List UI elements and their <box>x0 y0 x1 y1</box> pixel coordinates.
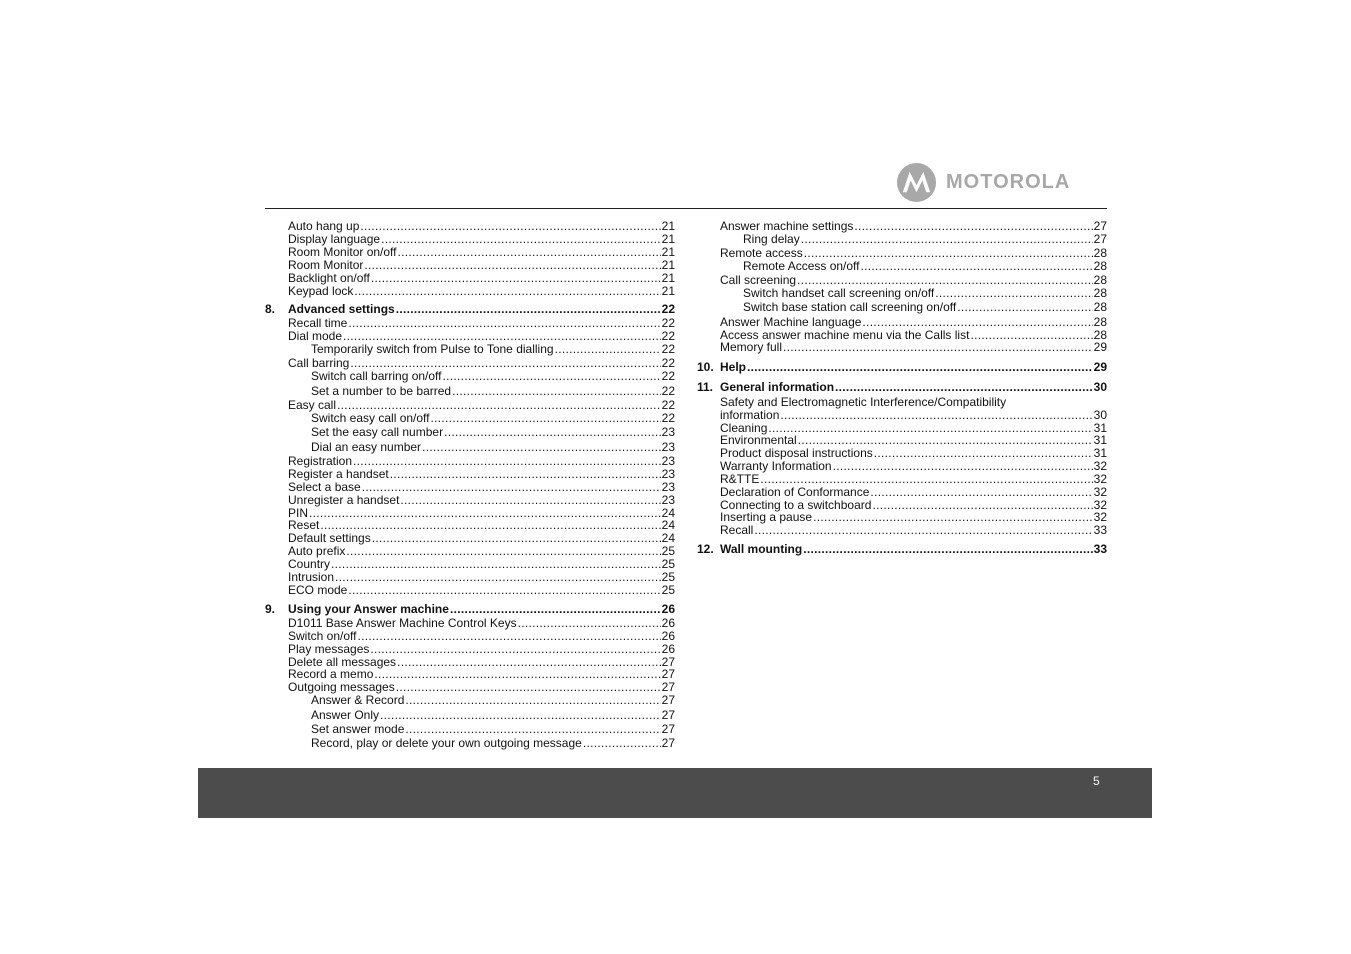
entry-title: Room Monitor on/off <box>288 245 397 259</box>
entry-page-number: 28 <box>1093 300 1107 314</box>
dot-leader <box>335 571 661 584</box>
entry-title: Unregister a handset <box>288 493 400 507</box>
dot-leader <box>803 543 1092 556</box>
entry-title: Call screening <box>720 273 797 287</box>
entry-page-number: 30 <box>1093 380 1107 394</box>
dot-leader <box>348 584 660 597</box>
page-number: 5 <box>1093 774 1100 788</box>
entry-page-number: 27 <box>661 708 675 722</box>
entry-title: Answer Machine language <box>720 315 862 329</box>
entry-page-number: 22 <box>661 384 675 398</box>
dot-leader <box>444 426 661 439</box>
entry-page-number: 31 <box>1093 421 1107 435</box>
entry-title: Temporarily switch from Pulse to Tone dialling <box>311 342 554 356</box>
entry-title: Reset <box>288 518 320 532</box>
entry-title: Product disposal instructions <box>720 446 873 460</box>
dot-leader <box>450 603 661 616</box>
dot-leader <box>583 737 661 750</box>
entry-title: Access answer machine menu via the Calls list <box>720 328 970 342</box>
entry-title: Register a handset <box>288 467 389 481</box>
dot-leader <box>362 481 661 494</box>
entry-page-number: 21 <box>661 245 675 259</box>
dot-leader <box>398 246 661 259</box>
entry-page-number: 27 <box>1093 232 1107 246</box>
entry-page-number: 32 <box>1093 510 1107 524</box>
entry-title: PIN <box>288 506 309 520</box>
entry-page-number: 27 <box>661 680 675 694</box>
entry-page-number: 30 <box>1093 408 1107 422</box>
entry-page-number: 32 <box>1093 485 1107 499</box>
entry-title: Remote access <box>720 246 803 260</box>
entry-title: Remote Access on/off <box>743 259 860 273</box>
dot-leader <box>833 460 1093 473</box>
entry-title: Auto hang up <box>288 219 360 233</box>
entry-page-number: 22 <box>661 356 675 370</box>
dot-leader <box>452 385 661 398</box>
entry-page-number: 25 <box>661 583 675 597</box>
dot-leader <box>320 519 660 532</box>
brand-name: MOTOROLA <box>946 171 1071 193</box>
entry-page-number: 28 <box>1093 328 1107 342</box>
entry-page-number: 23 <box>661 454 675 468</box>
entry-title: information <box>720 408 780 422</box>
entry-page-number: 24 <box>661 531 675 545</box>
chapter-number: 10. <box>697 360 714 374</box>
entry-title: ECO mode <box>288 583 348 597</box>
dot-leader <box>390 468 661 481</box>
entry-page-number: 29 <box>1093 360 1107 374</box>
entry-title: Dial mode <box>288 329 343 343</box>
entry-title: Answer Only <box>311 708 380 722</box>
entry-page-number: 27 <box>661 736 675 750</box>
entry-title: Wall mounting <box>720 542 803 556</box>
dot-leader <box>874 447 1093 460</box>
entry-page-number: 26 <box>661 629 675 643</box>
entry-page-number: 28 <box>1093 286 1107 300</box>
dot-leader <box>801 233 1093 246</box>
entry-page-number: 27 <box>661 655 675 669</box>
entry-page-number: 23 <box>661 467 675 481</box>
entry-page-number: 28 <box>1093 273 1107 287</box>
entry-title: Intrusion <box>288 570 335 584</box>
dot-leader <box>861 260 1093 273</box>
header-divider <box>265 208 1107 209</box>
entry-title: Outgoing messages <box>288 680 395 694</box>
chapter-number: 9. <box>265 602 276 616</box>
dot-leader <box>354 285 660 298</box>
entry-title: Registration <box>288 454 353 468</box>
entry-title: Set a number to be barred <box>311 384 452 398</box>
entry-page-number: 24 <box>661 518 675 532</box>
entry-page-number: 22 <box>661 302 675 316</box>
entry-page-number: 22 <box>661 398 675 412</box>
dot-leader <box>870 486 1092 499</box>
entry-title: Environmental <box>720 433 797 447</box>
entry-title: Warranty Information <box>720 459 832 473</box>
entry-page-number: 33 <box>1093 523 1107 537</box>
entry-page-number: 23 <box>661 440 675 454</box>
entry-title: Set the easy call number <box>311 425 444 439</box>
dot-leader <box>400 494 660 507</box>
motorola-batwing-icon <box>896 162 937 203</box>
entry-title: Recall <box>720 523 754 537</box>
dot-leader <box>405 694 660 707</box>
entry-page-number: 31 <box>1093 433 1107 447</box>
entry-title: Switch handset call screening on/off <box>743 286 935 300</box>
entry-title: Inserting a pause <box>720 510 813 524</box>
entry-page-number: 23 <box>661 493 675 507</box>
entry-title: Play messages <box>288 642 370 656</box>
entry-title: R&TTE <box>720 472 760 486</box>
entry-title: Switch easy call on/off <box>311 411 430 425</box>
dot-leader <box>380 709 661 722</box>
entry-title: Dial an easy number <box>311 440 422 454</box>
entry-title: Switch call barring on/off <box>311 369 442 383</box>
entry-page-number: 21 <box>661 219 675 233</box>
dot-leader <box>370 643 660 656</box>
dot-leader <box>396 303 661 316</box>
dot-leader <box>396 681 661 694</box>
entry-page-number: 21 <box>661 258 675 272</box>
entry-page-number: 25 <box>661 557 675 571</box>
entry-page-number: 26 <box>661 602 675 616</box>
entry-page-number: 26 <box>661 642 675 656</box>
entry-title: Declaration of Conformance <box>720 485 870 499</box>
dot-leader <box>348 317 660 330</box>
chapter-number: 12. <box>697 542 714 556</box>
entry-page-number: 22 <box>661 342 675 356</box>
dot-leader <box>835 381 1093 394</box>
dot-leader <box>754 524 1092 537</box>
entry-page-number: 25 <box>661 570 675 584</box>
entry-title: Select a base <box>288 480 361 494</box>
dot-leader <box>555 343 661 356</box>
entry-page-number: 21 <box>661 232 675 246</box>
dot-leader <box>935 287 1092 300</box>
entry-title: Switch on/off <box>288 629 357 643</box>
dot-leader <box>381 233 661 246</box>
entry-title: Answer machine settings <box>720 219 854 233</box>
motorola-logo <box>896 162 1111 204</box>
footer-bar <box>198 768 1152 818</box>
entry-title: Easy call <box>288 398 337 412</box>
entry-title: Record, play or delete your own outgoing message <box>311 736 582 750</box>
entry-title: Call barring <box>288 356 350 370</box>
dot-leader <box>331 558 661 571</box>
dot-leader <box>353 455 661 468</box>
entry-title: Record a memo <box>288 667 374 681</box>
entry-title: Set answer mode <box>311 722 405 736</box>
entry-title: Recall time <box>288 316 348 330</box>
entry-title: Cleaning <box>720 421 768 435</box>
entry-title: Backlight on/off <box>288 271 370 285</box>
entry-title: Delete all messages <box>288 655 397 669</box>
entry-title: Advanced settings <box>288 302 395 316</box>
entry-page-number: 23 <box>661 480 675 494</box>
dot-leader <box>783 341 1093 354</box>
entry-page-number: 32 <box>1093 472 1107 486</box>
entry-title: Using your Answer machine <box>288 602 449 616</box>
entry-page-number: 27 <box>661 667 675 681</box>
entry-page-number: 21 <box>661 284 675 298</box>
entry-page-number: 21 <box>661 271 675 285</box>
dot-leader <box>357 630 660 643</box>
entry-page-number: 23 <box>661 425 675 439</box>
dot-leader <box>747 361 1093 374</box>
dot-leader <box>431 412 661 425</box>
dot-leader <box>371 272 661 285</box>
entry-title: Country <box>288 557 331 571</box>
entry-page-number: 31 <box>1093 446 1107 460</box>
entry-page-number: 24 <box>661 506 675 520</box>
dot-leader <box>518 617 661 630</box>
entry-page-number: 25 <box>661 544 675 558</box>
entry-title: General information <box>720 380 835 394</box>
entry-title: Memory full <box>720 340 783 354</box>
dot-leader <box>364 259 660 272</box>
entry-page-number: 22 <box>661 316 675 330</box>
dot-leader <box>443 370 661 383</box>
entry-title: Safety and Electromagnetic Interference/Compatibility <box>720 395 1007 409</box>
entry-page-number: 32 <box>1093 459 1107 473</box>
entry-page-number: 27 <box>1093 219 1107 233</box>
entry-title: Connecting to a switchboard <box>720 498 872 512</box>
entry-title: Keypad lock <box>288 284 354 298</box>
entry-page-number: 22 <box>661 329 675 343</box>
entry-page-number: 26 <box>661 616 675 630</box>
entry-page-number: 33 <box>1093 542 1107 556</box>
entry-title: Ring delay <box>743 232 800 246</box>
entry-title: Answer & Record <box>311 693 405 707</box>
entry-page-number: 32 <box>1093 498 1107 512</box>
entry-title: D1011 Base Answer Machine Control Keys <box>288 616 517 630</box>
entry-page-number: 27 <box>661 693 675 707</box>
dot-leader <box>372 532 661 545</box>
entry-page-number: 27 <box>661 722 675 736</box>
dot-leader <box>422 441 661 454</box>
entry-title: Room Monitor <box>288 258 364 272</box>
dot-leader <box>813 511 1093 524</box>
entry-page-number: 22 <box>661 369 675 383</box>
entry-title: Switch base station call screening on/off <box>743 300 957 314</box>
dot-leader <box>346 545 660 558</box>
dot-leader <box>780 409 1092 422</box>
dot-leader <box>854 220 1092 233</box>
entry-title: Display language <box>288 232 381 246</box>
dot-leader <box>360 220 660 233</box>
chapter-number: 8. <box>265 302 276 316</box>
entry-page-number: 29 <box>1093 340 1107 354</box>
dot-leader <box>957 301 1092 314</box>
dot-leader <box>405 723 660 736</box>
entry-title: Auto prefix <box>288 544 346 558</box>
entry-page-number: 22 <box>661 411 675 425</box>
entry-page-number: 28 <box>1093 246 1107 260</box>
entry-page-number: 28 <box>1093 315 1107 329</box>
dot-leader <box>374 668 660 681</box>
entry-title: Help <box>720 360 747 374</box>
entry-title: Default settings <box>288 531 371 545</box>
entry-page-number: 28 <box>1093 259 1107 273</box>
chapter-number: 11. <box>697 380 714 394</box>
